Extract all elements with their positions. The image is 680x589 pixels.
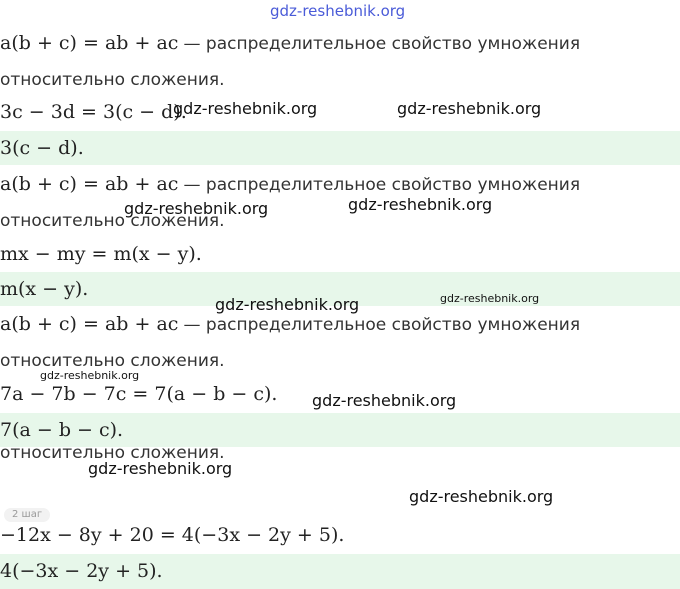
- watermark: gdz-reshebnik.org: [173, 99, 318, 118]
- equation-1: 3c − 3d = 3(c − d).: [0, 101, 187, 123]
- property-line-1: [0, 32, 680, 54]
- watermark-top: gdz-reshebnik.org: [270, 2, 406, 20]
- equation-3: 7a − 7b − 7c = 7(a − b − c).: [0, 383, 278, 405]
- watermark: gdz-reshebnik.org: [215, 295, 360, 314]
- watermark: gdz-reshebnik.org: [440, 292, 540, 305]
- step-label: 2 шаг: [4, 508, 50, 522]
- equation-4: −12x − 8y + 20 = 4(−3x − 2y + 5).: [0, 524, 345, 546]
- answer-2: m(x − y).: [0, 278, 89, 300]
- property-line-3: [0, 313, 680, 335]
- formula: a(b + c) = ab + ac: [0, 313, 179, 335]
- equation-2: mx − my = m(x − y).: [0, 243, 202, 265]
- property-text: — распределительное свойство умножения: [183, 34, 581, 54]
- watermark: gdz-reshebnik.org: [409, 487, 554, 506]
- continuation-text: относительно сложения.: [0, 211, 225, 231]
- continuation-text: относительно сложения.: [0, 70, 225, 90]
- watermark: gdz-reshebnik.org: [40, 369, 140, 382]
- formula: a(b + c) = ab + ac: [0, 173, 179, 195]
- watermark: gdz-reshebnik.org: [397, 99, 542, 118]
- continuation-text: относительно сложения.: [0, 443, 225, 463]
- watermark: gdz-reshebnik.org: [348, 195, 493, 214]
- watermark: gdz-reshebnik.org: [124, 199, 269, 218]
- watermark: gdz-reshebnik.org: [88, 459, 233, 478]
- answer-1: 3(c − d).: [0, 137, 84, 159]
- property-text: — распределительное свойство умножения: [183, 175, 581, 195]
- answer-4: 4(−3x − 2y + 5).: [0, 560, 163, 582]
- property-line-2: [0, 173, 680, 195]
- property-text: — распределительное свойство умножения: [183, 315, 581, 335]
- continuation-text: относительно сложения.: [0, 351, 225, 371]
- formula: a(b + c) = ab + ac: [0, 32, 179, 54]
- watermark: gdz-reshebnik.org: [312, 391, 457, 410]
- answer-3: 7(a − b − c).: [0, 419, 124, 441]
